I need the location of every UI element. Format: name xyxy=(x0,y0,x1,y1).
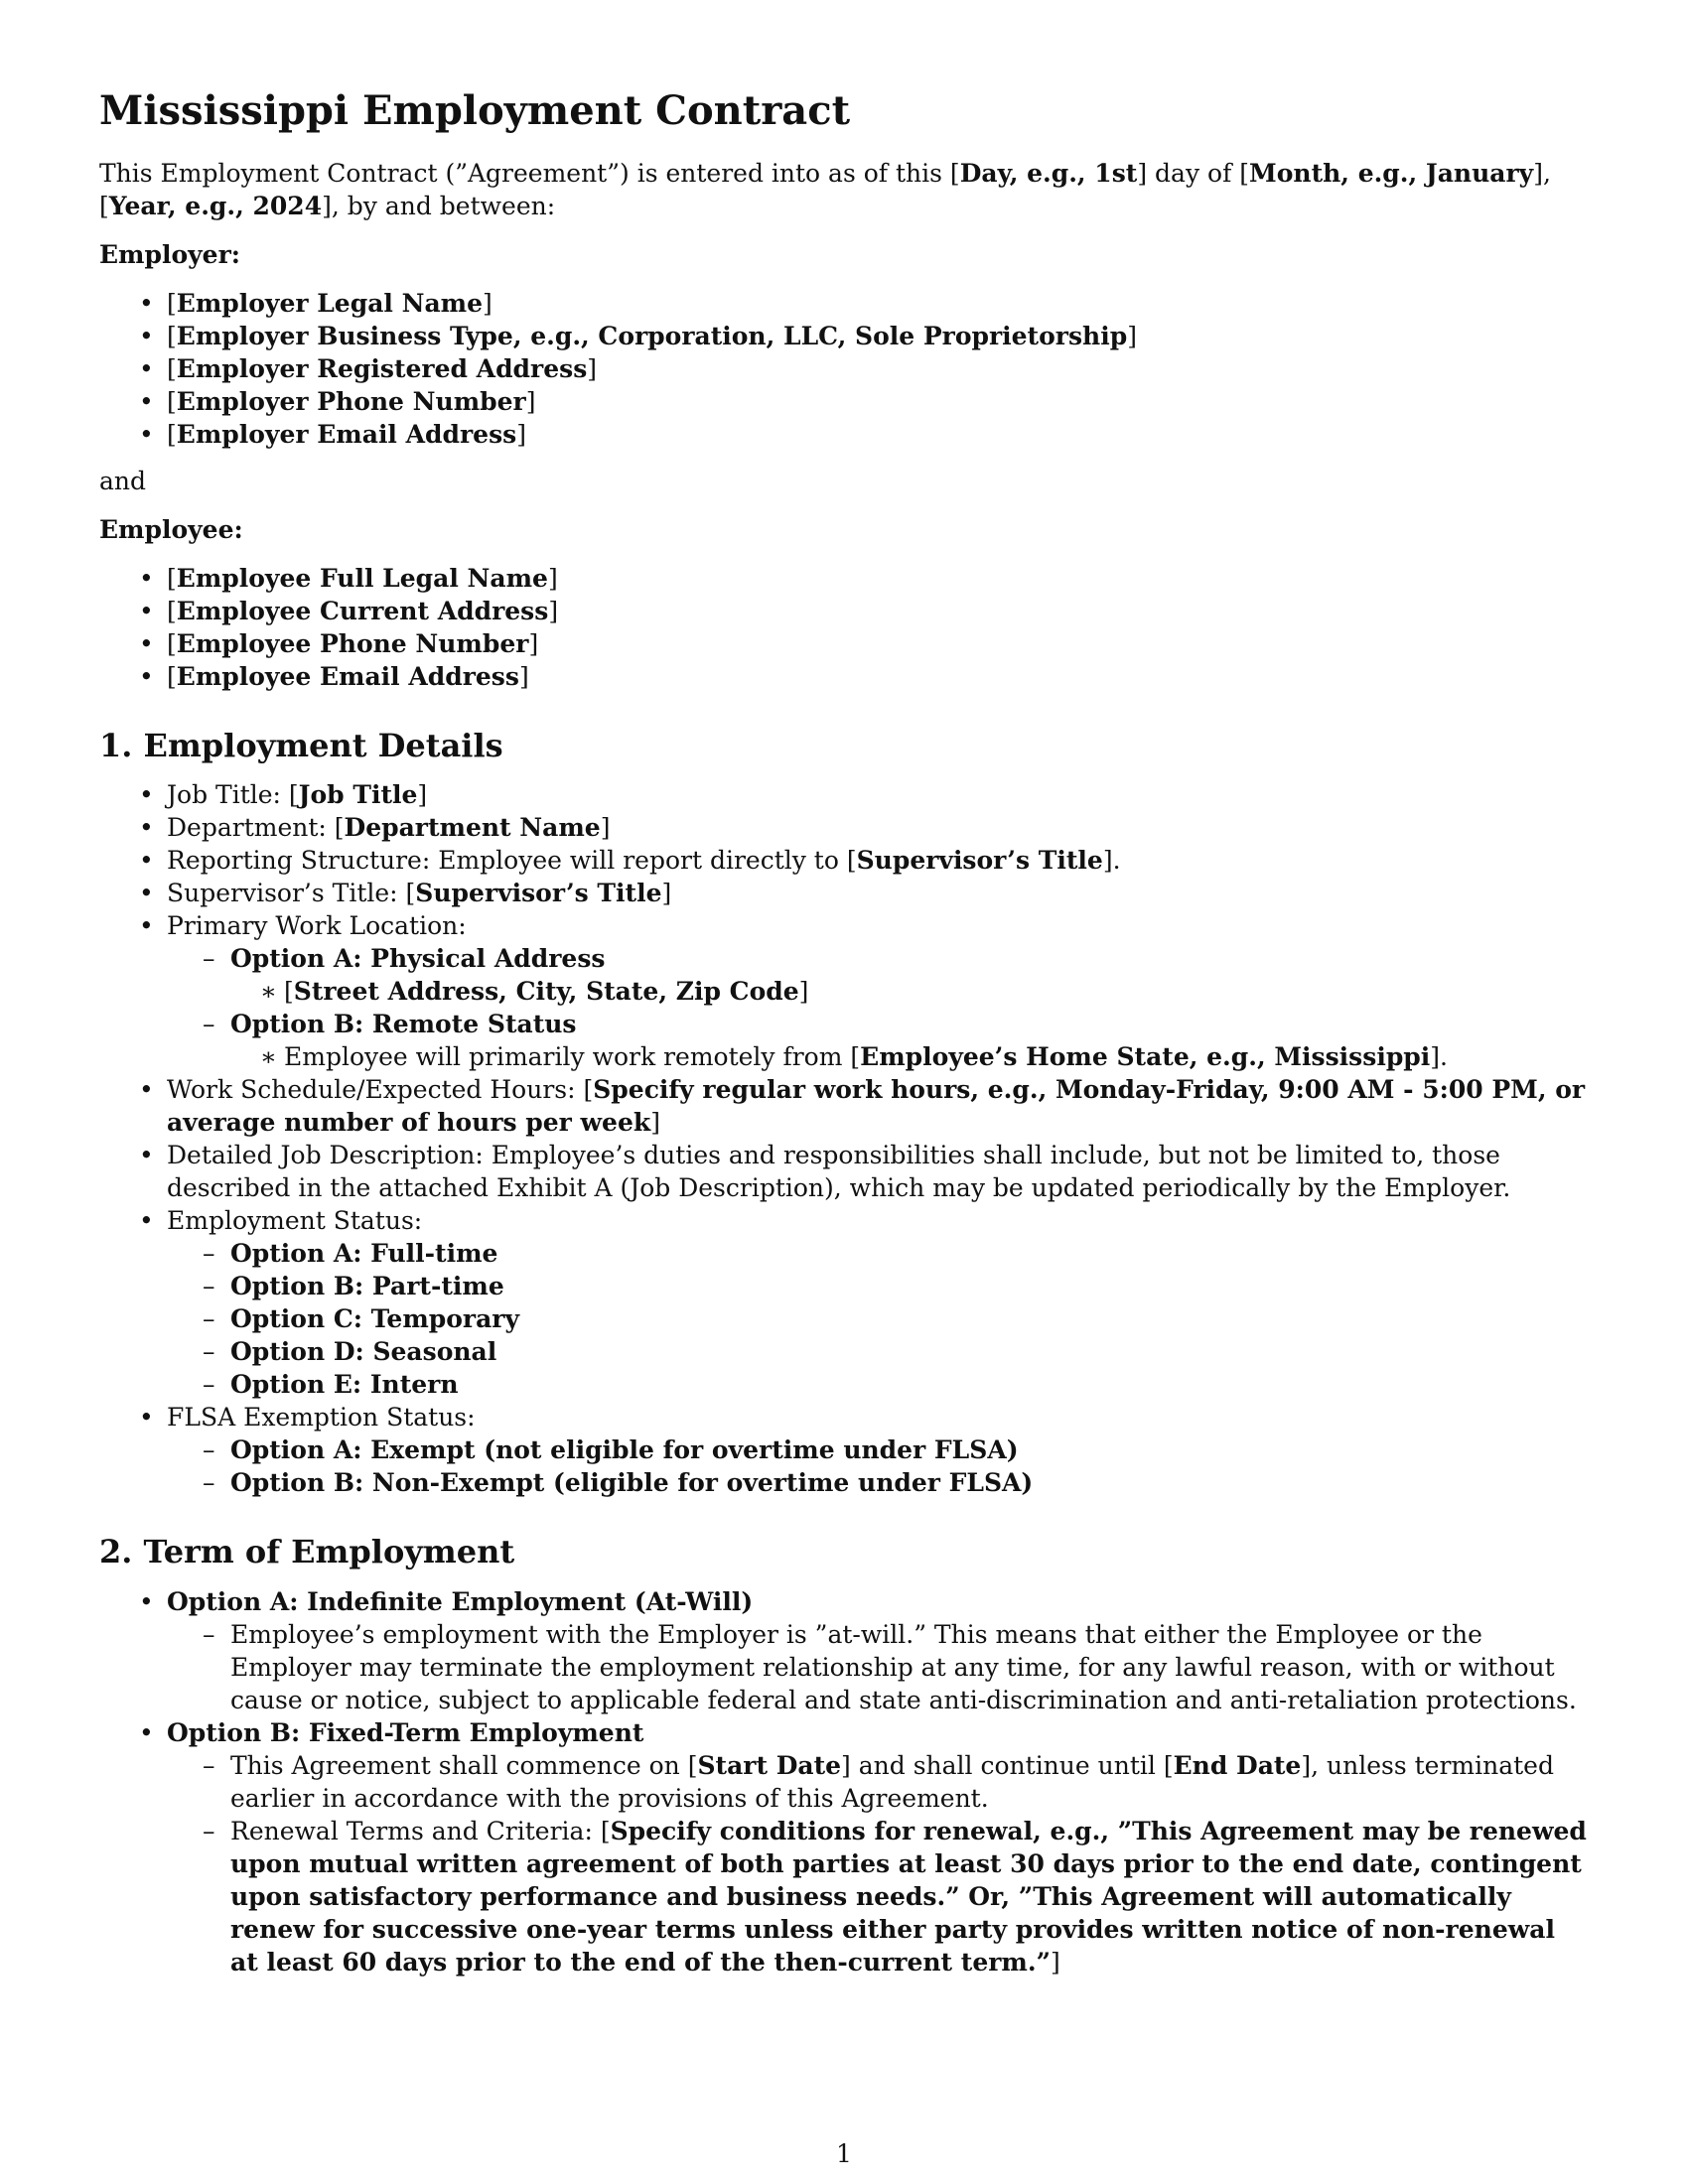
work-location-item: • Primary Work Location: – Option A: Physical Address ∗ [Street Address, City, State, Zip Code] – Option B: Remote Status ∗ Employee will primarily work remotely from [Employee’s Home State, e.g., Mississippi]. xyxy=(99,909,1589,1073)
and-text: and xyxy=(99,467,147,495)
employment-details-list xyxy=(99,778,1589,1499)
list-item: – This Agreement shall commence on [Start Date] and shall continue until [End Date], unless terminated earlier in accordance with the provisions of this Agreement. xyxy=(167,1749,1589,1815)
list-item: • [Employer Registered Address] xyxy=(99,352,1589,385)
list-item: • [Employer Legal Name] xyxy=(99,287,1589,320)
list-item: – Option C: Temporary xyxy=(167,1302,1589,1335)
job-title-item: • Job Title: [Job Title] xyxy=(99,778,1589,811)
term-option-a: • Option A: Indefinite Employment (At-Will) – Employee’s employment with the Employer is ”at-will.” This means that either the Employee or the Employer may terminate the employment relationship at any time, for any lawful reason, with or without cause or notice, subject to applicable federal and state anti-discrimination and anti-retaliation protections. xyxy=(99,1585,1589,1716)
work-schedule-item: • Work Schedule/Expected Hours: [Specify regular work hours, e.g., Monday-Friday, 9:00 AM - 5:00 PM, or average number of hours per week] xyxy=(99,1073,1589,1139)
list-item: – Employee’s employment with the Employer is ”at-will.” This means that either the Employee or the Employer may terminate the employment relationship at any time, for any lawful reason, with or without cause or notice, subject to applicable federal and state anti-discrimination and anti-retaliation protections. xyxy=(167,1618,1589,1716)
list-item: ∗ [Street Address, City, State, Zip Code] xyxy=(230,975,1589,1008)
employer-label: Employer: xyxy=(99,240,240,269)
list-item: • [Employee Current Address] xyxy=(99,595,1589,627)
list-item: – Option D: Seasonal xyxy=(167,1335,1589,1368)
list-item: – Option A: Physical Address ∗ [Street Address, City, State, Zip Code] xyxy=(167,942,1589,1008)
list-item: – Option B: Remote Status ∗ Employee will primarily work remotely from [Employee’s Home State, e.g., Mississippi]. xyxy=(167,1008,1589,1073)
employee-label: Employee: xyxy=(99,515,243,544)
department-item: • Department: [Department Name] xyxy=(99,811,1589,844)
work-location-options xyxy=(167,942,1589,1073)
year-placeholder: Year, e.g., 2024 xyxy=(108,192,323,220)
list-item: – Option B: Part-time xyxy=(167,1270,1589,1302)
employee-list xyxy=(99,562,1589,693)
list-item: • [Employer Phone Number] xyxy=(99,385,1589,418)
employer-list xyxy=(99,287,1589,451)
list-item: • [Employee Full Legal Name] xyxy=(99,562,1589,595)
reporting-item: • Reporting Structure: Employee will report directly to [Supervisor’s Title]. xyxy=(99,844,1589,877)
list-item: • [Employer Email Address] xyxy=(99,418,1589,451)
section-heading-employment-details: 1. Employment Details xyxy=(99,727,503,764)
list-item: • [Employee Email Address] xyxy=(99,660,1589,693)
day-placeholder: Day, e.g., 1st xyxy=(959,159,1138,188)
list-item: – Renewal Terms and Criteria: [Specify conditions for renewal, e.g., ”This Agreement may be renewed upon mutual written agreement of both parties at least 30 days prior to the end date, contingent upon satisfactory performance and business needs.” Or, ”This Agreement will automatically renew for successive one-year terms unless either party provides written notice of non-renewal at least 60 days prior to the end of the then-current term.”] xyxy=(167,1815,1589,1979)
term-option-b: • Option B: Fixed-Term Employment – This Agreement shall commence on [Start Date] and shall continue until [End Date], unless terminated earlier in accordance with the provisions of this Agreement. – Renewal Terms and Criteria: [Specify conditions for renewal, e.g., ”This Agreement may be renewed upon mutual written agreement of both parties at least 30 days prior to the end date, contingent upon satisfactory performance and business needs.” Or, ”This Agreement will automatically renew for successive one-year terms unless either party provides written notice of non-renewal at least 60 days prior to the end of the then-current term.”] xyxy=(99,1716,1589,1979)
list-item: – Option A: Exempt (not eligible for overtime under FLSA) xyxy=(167,1433,1589,1466)
intro-paragraph: This Employment Contract (”Agreement”) is entered into as of this [Day, e.g., 1st] day of [Month, e.g., January], [Year, e.g., 2024], by and between: xyxy=(99,159,1551,220)
list-item: – Option B: Non-Exempt (eligible for overtime under FLSA) xyxy=(167,1466,1589,1499)
section-heading-term-of-employment: 2. Term of Employment xyxy=(99,1533,515,1571)
supervisor-item: • Supervisor’s Title: [Supervisor’s Title] xyxy=(99,877,1589,909)
list-item: – Option E: Intern xyxy=(167,1368,1589,1401)
list-item: • [Employer Business Type, e.g., Corporation, LLC, Sole Proprietorship] xyxy=(99,320,1589,352)
page-number: 1 xyxy=(836,2139,852,2168)
flsa-status-item: • FLSA Exemption Status: – Option A: Exempt (not eligible for overtime under FLSA) – Option B: Non-Exempt (eligible for overtime under FLSA) xyxy=(99,1401,1589,1499)
list-item: ∗ Employee will primarily work remotely from [Employee’s Home State, e.g., Mississippi]. xyxy=(230,1040,1589,1073)
document-page xyxy=(99,87,1589,1992)
list-item: • [Employee Phone Number] xyxy=(99,627,1589,660)
month-placeholder: Month, e.g., January xyxy=(1249,159,1534,188)
document-title: Mississippi Employment Contract xyxy=(99,87,851,134)
job-description-item: • Detailed Job Description: Employee’s duties and responsibilities shall include, but not be limited to, those described in the attached Exhibit A (Job Description), which may be updated periodically by the Employer. xyxy=(99,1139,1589,1204)
employment-status-item: • Employment Status: – Option A: Full-time – Option B: Part-time – Option C: Temporary – Option D: Seasonal – Option E: Intern xyxy=(99,1204,1589,1401)
term-list xyxy=(99,1585,1589,1979)
list-item: – Option A: Full-time xyxy=(167,1237,1589,1270)
